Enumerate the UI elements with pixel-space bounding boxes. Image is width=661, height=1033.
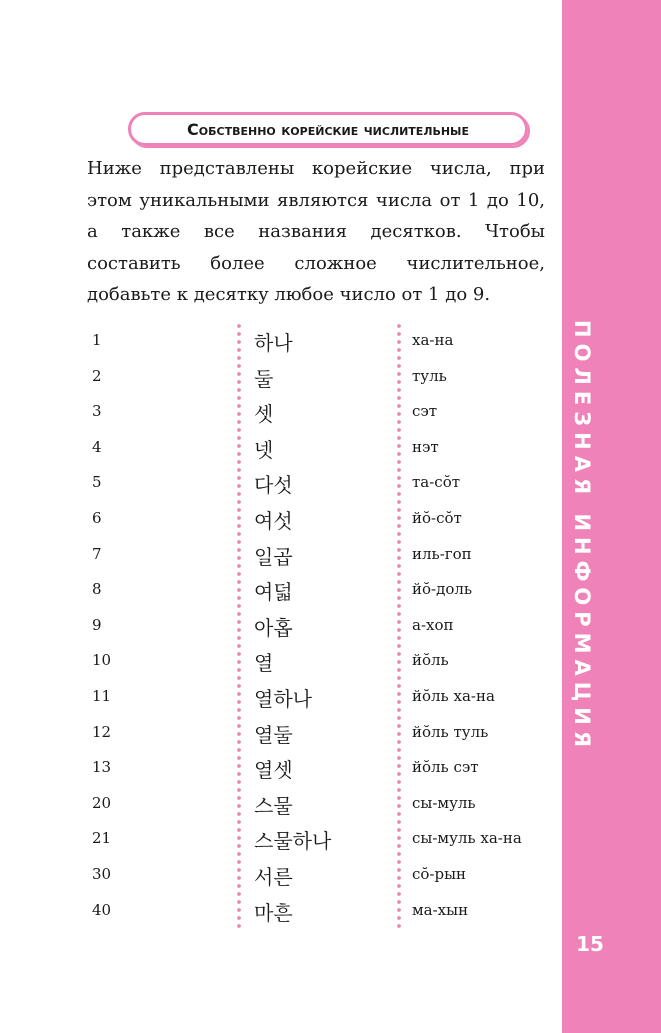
korean-cell: 열하나 bbox=[254, 686, 312, 711]
russian-cell: нэт bbox=[412, 437, 439, 456]
number-cell: 3 bbox=[92, 402, 102, 421]
table-row bbox=[0, 607, 560, 643]
number-cell: 12 bbox=[92, 722, 112, 741]
russian-cell: йŏ-сŏт bbox=[412, 508, 462, 527]
korean-cell: 여덟 bbox=[254, 580, 293, 605]
korean-cell: 스물하나 bbox=[254, 829, 332, 854]
korean-cell: 하나 bbox=[254, 331, 293, 355]
number-cell: 4 bbox=[92, 437, 102, 456]
russian-cell: та-сŏт bbox=[412, 473, 461, 492]
number-cell: 11 bbox=[92, 686, 112, 705]
table-row bbox=[0, 820, 560, 856]
korean-cell: 셋 bbox=[254, 402, 274, 427]
section-label: ПОЛЕЗНАЯ ИНФОРМАЦИЯ bbox=[570, 320, 594, 754]
korean-cell: 여섯 bbox=[254, 508, 293, 533]
korean-cell: 서른 bbox=[254, 864, 293, 889]
table-row bbox=[0, 322, 560, 358]
russian-cell: сŏ-рын bbox=[412, 864, 467, 883]
korean-cell: 열둘 bbox=[254, 722, 293, 747]
korean-cell: 둘 bbox=[254, 366, 274, 391]
korean-cell: 일곱 bbox=[254, 544, 293, 569]
number-cell: 10 bbox=[92, 651, 112, 670]
table-row bbox=[0, 358, 560, 394]
korean-cell: 스물 bbox=[254, 793, 293, 818]
number-cell: 1 bbox=[92, 331, 102, 349]
number-cell: 6 bbox=[92, 508, 102, 527]
number-cell: 8 bbox=[92, 580, 102, 599]
number-cell: 2 bbox=[92, 366, 102, 385]
russian-cell: йŏль сэт bbox=[412, 758, 479, 777]
table-row bbox=[0, 536, 560, 572]
russian-cell: ма-хын bbox=[412, 900, 469, 919]
table-row bbox=[0, 749, 560, 785]
russian-cell: сы-муль bbox=[412, 793, 476, 812]
table-row bbox=[0, 714, 560, 750]
russian-cell: йŏль туль bbox=[412, 722, 489, 741]
number-cell: 20 bbox=[92, 793, 112, 812]
table-row bbox=[0, 892, 560, 928]
intro-paragraph: Ниже представлены корейские числа, при этом уникальными являются числа от 1 до 10, а также все названия десятков. Чтобы составить более сложное числительное, добавьте к десятку любое число от 1 до 9. bbox=[87, 158, 545, 305]
korean-cell: 넷 bbox=[254, 437, 274, 462]
section-heading: Собственно корейские числительные bbox=[128, 112, 528, 146]
korean-cell: 열 bbox=[254, 651, 274, 676]
russian-cell: иль-гоп bbox=[412, 544, 472, 563]
number-cell: 7 bbox=[92, 544, 102, 563]
korean-cell: 아홉 bbox=[254, 615, 293, 640]
table-row bbox=[0, 571, 560, 607]
russian-cell: сы-муль ха-на bbox=[412, 829, 522, 848]
table-row bbox=[0, 785, 560, 821]
korean-cell: 열셋 bbox=[254, 758, 293, 783]
russian-cell: йŏ-доль bbox=[412, 580, 473, 599]
table-row bbox=[0, 642, 560, 678]
korean-cell: 마흔 bbox=[254, 900, 293, 925]
russian-cell: а-хоп bbox=[412, 615, 454, 634]
russian-cell: сэт bbox=[412, 402, 438, 421]
number-cell: 13 bbox=[92, 758, 112, 777]
table-row bbox=[0, 464, 560, 500]
table-row bbox=[0, 429, 560, 465]
table-row bbox=[0, 856, 560, 892]
number-cell: 5 bbox=[92, 473, 102, 492]
page-number: 15 bbox=[576, 932, 604, 956]
russian-cell: йŏль bbox=[412, 651, 449, 670]
number-cell: 40 bbox=[92, 900, 112, 919]
russian-cell: ха-на bbox=[412, 331, 454, 349]
russian-cell: туль bbox=[412, 366, 447, 385]
russian-cell: йŏль ха-на bbox=[412, 686, 495, 705]
numerals-table bbox=[0, 322, 560, 927]
number-cell: 9 bbox=[92, 615, 102, 634]
table-row bbox=[0, 678, 560, 714]
number-cell: 30 bbox=[92, 864, 112, 883]
number-cell: 21 bbox=[92, 829, 112, 848]
table-row bbox=[0, 500, 560, 536]
table-row bbox=[0, 393, 560, 429]
korean-cell: 다섯 bbox=[254, 473, 293, 498]
